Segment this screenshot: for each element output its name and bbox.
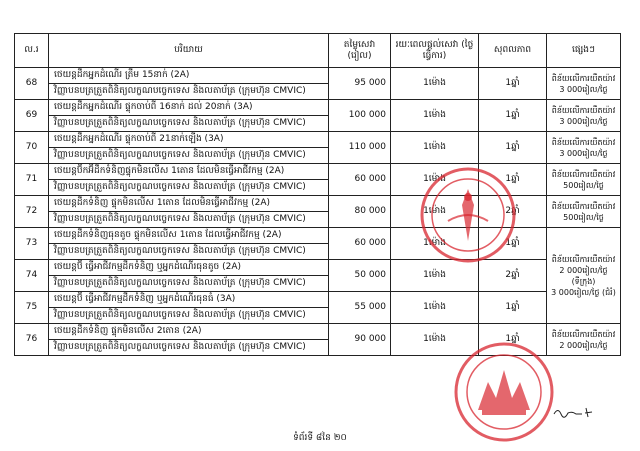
row-desc-line2: វិញ្ញាបនបត្រត្រួតពិនិត្យលក្ខណបច្ចេកទេស និងលតាប័ត្រ (ក្រុមហ៊ុន CMVIC) xyxy=(54,182,306,192)
table-row xyxy=(15,260,621,292)
row-number: 68 xyxy=(15,68,49,100)
row-validity: 1ឆ្នាំ xyxy=(479,132,547,164)
merged-note: ពិន័យលើការយឺតយ៉ាវ 2 000រៀល/ថ្ងៃ (ទីក្រុង) 3 000រៀល/ថ្ងៃ (ជំរំ) xyxy=(547,228,621,324)
row-description xyxy=(49,324,329,356)
official-seal-stamp-upper xyxy=(418,165,518,265)
row-desc-line2: វិញ្ញាបនបត្រត្រួតពិនិត្យលក្ខណបច្ចេកទេស និងលតាប័ត្រ (ក្រុមហ៊ុន CMVIC) xyxy=(54,246,306,256)
table-row xyxy=(15,100,621,132)
row-description xyxy=(49,164,329,196)
row-price: 50 000 xyxy=(329,260,391,292)
row-desc-line1: ថេយន្តដឹកអ្នកដំណើរ ត្រឹម 15នាក់ (2A) xyxy=(49,68,328,84)
row-description xyxy=(49,68,329,100)
row-validity: 1ឆ្នាំ xyxy=(479,68,547,100)
row-desc-line2: វិញ្ញាបនបត្រត្រួតពិនិត្យលក្ខណបច្ចេកទេស និងលតាប័ត្រ (ក្រុមហ៊ុន CMVIC) xyxy=(54,342,306,352)
row-validity: 1ឆ្នាំ xyxy=(479,100,547,132)
table-header-row xyxy=(15,34,621,68)
official-seal-stamp-lower xyxy=(452,340,556,444)
row-number: 74 xyxy=(15,260,49,292)
row-duration: 1ម៉ោង xyxy=(391,324,479,356)
row-duration: 1ម៉ោង xyxy=(391,164,479,196)
row-number: 76 xyxy=(15,324,49,356)
row-number: 71 xyxy=(15,164,49,196)
row-number: 73 xyxy=(15,228,49,260)
row-description xyxy=(49,196,329,228)
row-price: 60 000 xyxy=(329,164,391,196)
row-price: 95 000 xyxy=(329,68,391,100)
row-validity: 1ឆ្នាំ xyxy=(479,164,547,196)
row-duration: 1ម៉ោង xyxy=(391,292,479,324)
row-number: 69 xyxy=(15,100,49,132)
row-number: 72 xyxy=(15,196,49,228)
table-row xyxy=(15,132,621,164)
row-desc-line1: ថេយន្តដឹកទំនិញ ផ្ទុកមិនលើស 2តោន (2A) xyxy=(49,324,328,340)
row-price: 80 000 xyxy=(329,196,391,228)
row-duration: 1ម៉ោង xyxy=(391,260,479,292)
row-desc-line2: វិញ្ញាបនបត្រត្រួតពិនិត្យលក្ខណបច្ចេកទេស និងលតាប័ត្រ (ក្រុមហ៊ុន CMVIC) xyxy=(54,310,306,320)
table-row xyxy=(15,164,621,196)
row-price: 90 000 xyxy=(329,324,391,356)
row-validity: 1ឆ្នាំ xyxy=(479,324,547,356)
row-number: 75 xyxy=(15,292,49,324)
row-note: ពិន័យលើការយឺតយ៉ាវ 3 000រៀល/ថ្ងៃ xyxy=(547,132,621,164)
table-row xyxy=(15,196,621,228)
row-desc-line1: ថេយន្តដឹកអ្នកដំណើរ ផ្ទុកចាប់ពី 16នាក់ ដល់ 20នាក់ (3A) xyxy=(49,100,328,116)
row-duration: 1ម៉ោង xyxy=(391,196,479,228)
row-validity: 2ឆ្នាំ xyxy=(479,260,547,292)
page-number: ទំព័រទី ៨នៃ ២០ xyxy=(293,433,347,443)
row-duration: 1ម៉ោង xyxy=(391,228,479,260)
row-price: 110 000 xyxy=(329,132,391,164)
header-no: ល.រ xyxy=(15,34,49,68)
row-desc-line2: វិញ្ញាបនបត្រត្រួតពិនិត្យលក្ខណបច្ចេកទេស និងលតាប័ត្រ (ក្រុមហ៊ុន CMVIC) xyxy=(54,278,306,288)
row-desc-line1: ថេយន្តដឹកអ្នកដំណើរ ផ្ទុកចាប់ពី 21នាក់ឡើង (3A) xyxy=(49,132,328,148)
row-desc-line2: វិញ្ញាបនបត្រត្រួតពិនិត្យលក្ខណបច្ចេកទេស និងលតាប័ត្រ (ក្រុមហ៊ុន CMVIC) xyxy=(54,150,306,160)
row-note: ពិន័យលើការយឺតយ៉ាវ 3 000រៀល/ថ្ងៃ xyxy=(547,68,621,100)
row-desc-line1: ថេយន្តប៊ី ធ្វើអាជីវកម្មដឹកទំនិញ ឬអ្នកដំណើរធុនធំ (3A) xyxy=(49,292,328,308)
row-validity: 1ឆ្នាំ xyxy=(479,292,547,324)
row-validity: 2ឆ្នាំ xyxy=(479,196,547,228)
table-row xyxy=(15,68,621,100)
header-duration: រយៈពេលផ្តល់សេវា (ថ្ងៃធ្វើការ) xyxy=(391,34,479,68)
row-price: 100 000 xyxy=(329,100,391,132)
header-price: តម្លៃសេវា (រៀល) xyxy=(329,34,391,68)
table-row xyxy=(15,292,621,324)
row-description xyxy=(49,132,329,164)
row-duration: 1ម៉ោង xyxy=(391,100,479,132)
row-number: 70 xyxy=(15,132,49,164)
row-desc-line1: ថេយន្តដឹកទំនិញ ផ្ទុកមិនលើស 1តោន ដែលមិនធ្វើអាជីវកម្ម (2A) xyxy=(49,196,328,212)
row-desc-line2: វិញ្ញាបនបត្រត្រួតពិនិត្យលក្ខណបច្ចេកទេស និងលតាប័ត្រ (ក្រុមហ៊ុន CMVIC) xyxy=(54,86,306,96)
row-description xyxy=(49,292,329,324)
row-note: ពិន័យលើការយឺតយ៉ាវ 3 000រៀល/ថ្ងៃ xyxy=(547,100,621,132)
row-price: 55 000 xyxy=(329,292,391,324)
row-description xyxy=(49,228,329,260)
table-row xyxy=(15,228,621,260)
row-description xyxy=(49,100,329,132)
row-description xyxy=(49,260,329,292)
row-note: ពិន័យលើការយឺតយ៉ាវ 2 000រៀល/ថ្ងៃ xyxy=(547,324,621,356)
row-validity: 1ឆ្នាំ xyxy=(479,228,547,260)
row-desc-line2: វិញ្ញាបនបត្រត្រួតពិនិត្យលក្ខណបច្ចេកទេស និងលតាប័ត្រ (ក្រុមហ៊ុន CMVIC) xyxy=(54,118,306,128)
row-desc-line1: ថេយន្តដឹកទំនិញធុនតូច ផ្ទុកមិនលើស 1តោន ដែលធ្វើអាជីវកម្ម (2A) xyxy=(49,228,328,244)
row-duration: 1ម៉ោង xyxy=(391,132,479,164)
row-note: ពិន័យលើការយឺតយ៉ាវ 500រៀល/ថ្ងៃ xyxy=(547,196,621,228)
header-other: ផ្សេងៗ xyxy=(547,34,621,68)
row-desc-line1: ថេយន្តប៊ី ធ្វើអាជីវកម្មដឹកទំនិញ ឬអ្នកដំណើរធុនតូច (2A) xyxy=(49,260,328,276)
header-validity: សុពលភាព xyxy=(479,34,547,68)
row-duration: 1ម៉ោង xyxy=(391,68,479,100)
header-description: បរិយាយ xyxy=(49,34,329,68)
signature xyxy=(552,405,602,419)
row-note: ពិន័យលើការយឺតយ៉ាវ 500រៀល/ថ្ងៃ xyxy=(547,164,621,196)
row-price: 60 000 xyxy=(329,228,391,260)
row-desc-line1: ថេយន្តប៊ីកអ៊ីដឹកទំនិញផ្ទុកមិនលើស 1តោន ដែលមិនធ្វើអាជីវកម្ម (2A) xyxy=(49,164,328,180)
row-desc-line2: វិញ្ញាបនបត្រត្រួតពិនិត្យលក្ខណបច្ចេកទេស និងលតាប័ត្រ (ក្រុមហ៊ុន CMVIC) xyxy=(54,214,306,224)
fee-table xyxy=(14,33,621,356)
